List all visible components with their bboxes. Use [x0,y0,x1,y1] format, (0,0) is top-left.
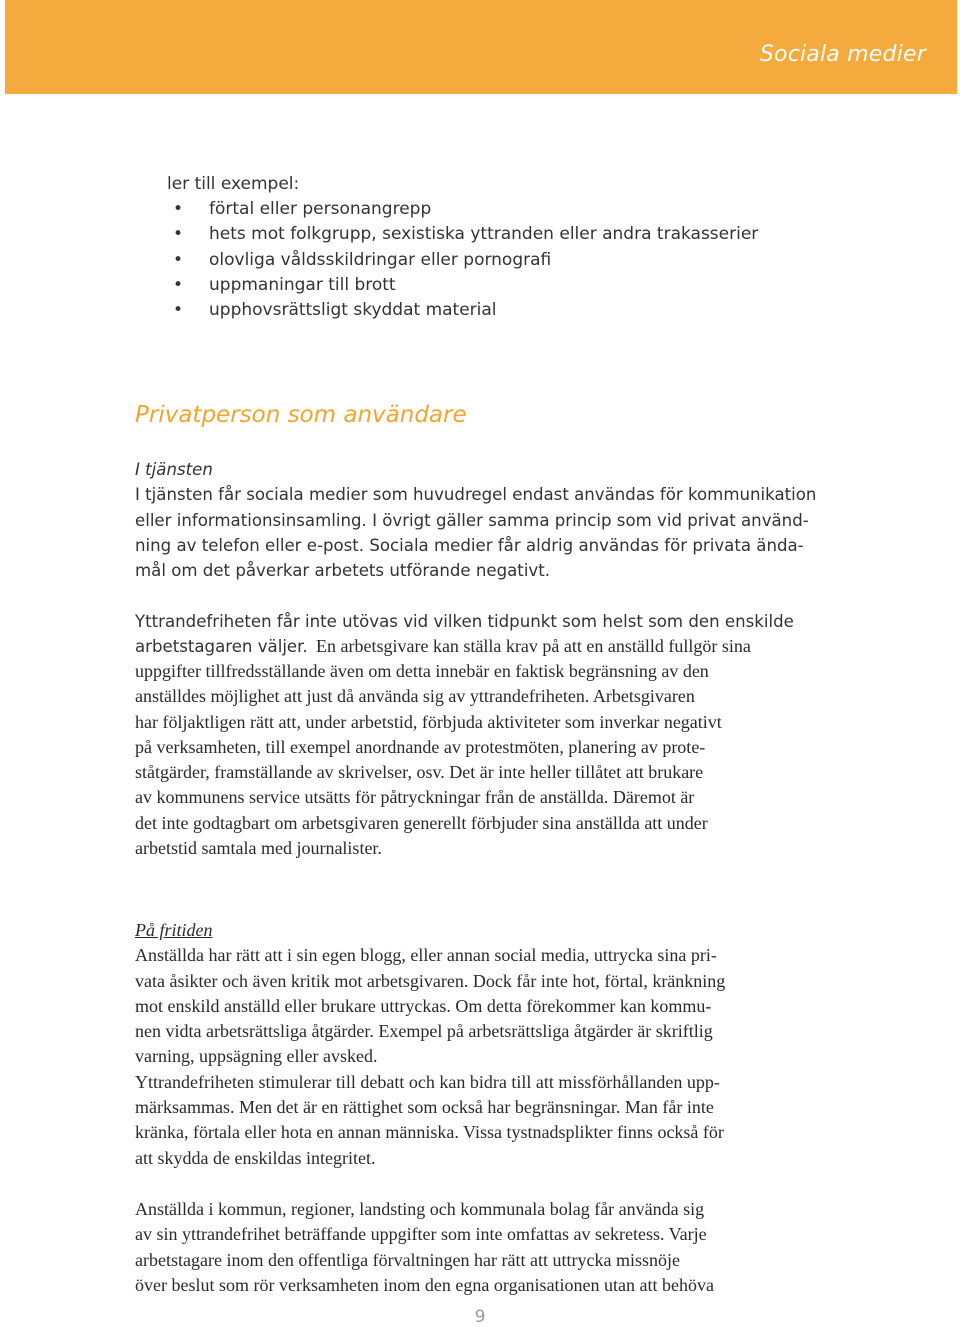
list-item: • förtal eller personangrepp [167,197,827,222]
paragraph-line: arbetstagare inom den offentliga förvaltningen har rätt att uttrycka missnöje [135,1249,680,1270]
section-heading: Privatperson som användare [135,402,467,428]
paragraph-line: mot enskild anställd eller brukare uttryckas. Om detta förekommer kan kommu- [135,995,712,1016]
chapter-title: Sociala medier [759,42,926,67]
paragraph-line: I tjänsten får sociala medier som huvudregel endast användas för kommunikation [135,485,817,505]
paragraph-line: det inte godtagbart om arbetsgivaren generellt förbjuder sina anställda att under [135,812,708,833]
paragraph-line: Yttrandefriheten får inte utövas vid vilken tidpunkt som helst som den enskilde [135,612,794,631]
paragraph-line: Yttrandefriheten stimulerar till debatt och kan bidra till att missförhållanden upp- [135,1071,720,1092]
paragraph-line: vata åsikter och även kritik mot arbetsgivaren. Dock får inte hot, förtal, kränkning [135,970,726,991]
intro-list [167,172,827,323]
tjansten-block [135,457,835,583]
subheading-tjansten: I tjänsten [135,460,213,479]
paragraph-line: ning av telefon eller e-post. Sociala medier får aldrig användas för privata ända- [135,535,804,555]
paragraph-line: eller informationsinsamling. I övrigt gäller samma princip som vid privat använd- [135,510,809,530]
subheading-fritiden: På fritiden [135,920,213,940]
closing-paragraph [135,1197,835,1298]
page-number: 9 [474,1307,486,1327]
paragraph-line: arbetstagaren väljer. [135,637,308,657]
bullet-icon: • [173,249,184,270]
paragraph-line: kränka, förtala eller hota en annan människa. Vissa tystnadsplikter finns också för [135,1122,724,1143]
paragraph-line: arbetstid samtala med journalister. [135,838,382,859]
fritiden-block [135,918,835,1171]
paragraph-line: nen vidta arbetsrättsliga åtgärder. Exempel på arbetsrättsliga åtgärder är skriftlig [135,1021,713,1042]
paragraph-line: Anställda i kommun, regioner, landsting och kommunala bolag får använda sig [135,1199,705,1219]
bullet-icon: • [173,224,184,245]
paragraph-line: av kommunens service utsätts för påtryckningar från de anställda. Däremot är [135,787,695,808]
paragraph-line: Anställda har rätt att i sin egen blogg, eller annan social media, uttrycka sina pri- [135,945,717,966]
paragraph-line: av sin yttrandefrihet beträffande uppgifter som inte omfattas av sekretess. Varje [135,1224,707,1245]
bullet-icon: • [173,274,184,295]
paragraph-line: på verksamheten, till exempel anordnande av protestmöten, planering av prote- [135,736,706,757]
paragraph-line: ståtgärder, framställande av skrivelser, osv. Det är inte heller tillåtet att brukare [135,762,704,783]
paragraph-line: att skydda de enskildas integritet. [135,1147,376,1168]
list-item: • olovliga våldsskildringar eller pornografi [167,248,827,273]
bullet-icon: • [173,300,184,321]
bullet-icon: • [173,199,184,219]
paragraph-line: varning, uppsägning eller avsked. [135,1046,378,1067]
list-item: • uppmaningar till brott [167,273,827,298]
paragraph-line: mål om det påverkar arbetets utförande negativt. [135,561,551,581]
paragraph-line: över beslut som rör verksamheten inom den egna organisationen utan att behöva [135,1274,715,1295]
paragraph-line: anställdes möjlighet att just då använda sig av yttrandefriheten. Arbetsgivaren [135,686,695,707]
list-item: • hets mot folkgrupp, sexistiska yttranden eller andra trakasserier [167,222,827,247]
paragraph-line: En arbetsgivare kan ställa krav på att en anställd fullgör sina [316,636,751,656]
list-item: • upphovsrättsligt skyddat material [167,298,827,323]
bullet-list [167,197,827,323]
intro-lead: ler till exempel: [167,174,300,194]
serif-paragraph [135,659,835,861]
serif-continuation-first [316,634,836,659]
paragraph-line: märksammas. Men det är en rättighet som också har begränsningar. Man får inte [135,1097,714,1118]
paragraph-line: uppgifter tillfredsställande även om detta innebär en faktisk begränsning av den [135,661,709,681]
paragraph-line: har följaktligen rätt att, under arbetstid, förbjuda aktiviteter som inverkar negativt [135,711,722,732]
